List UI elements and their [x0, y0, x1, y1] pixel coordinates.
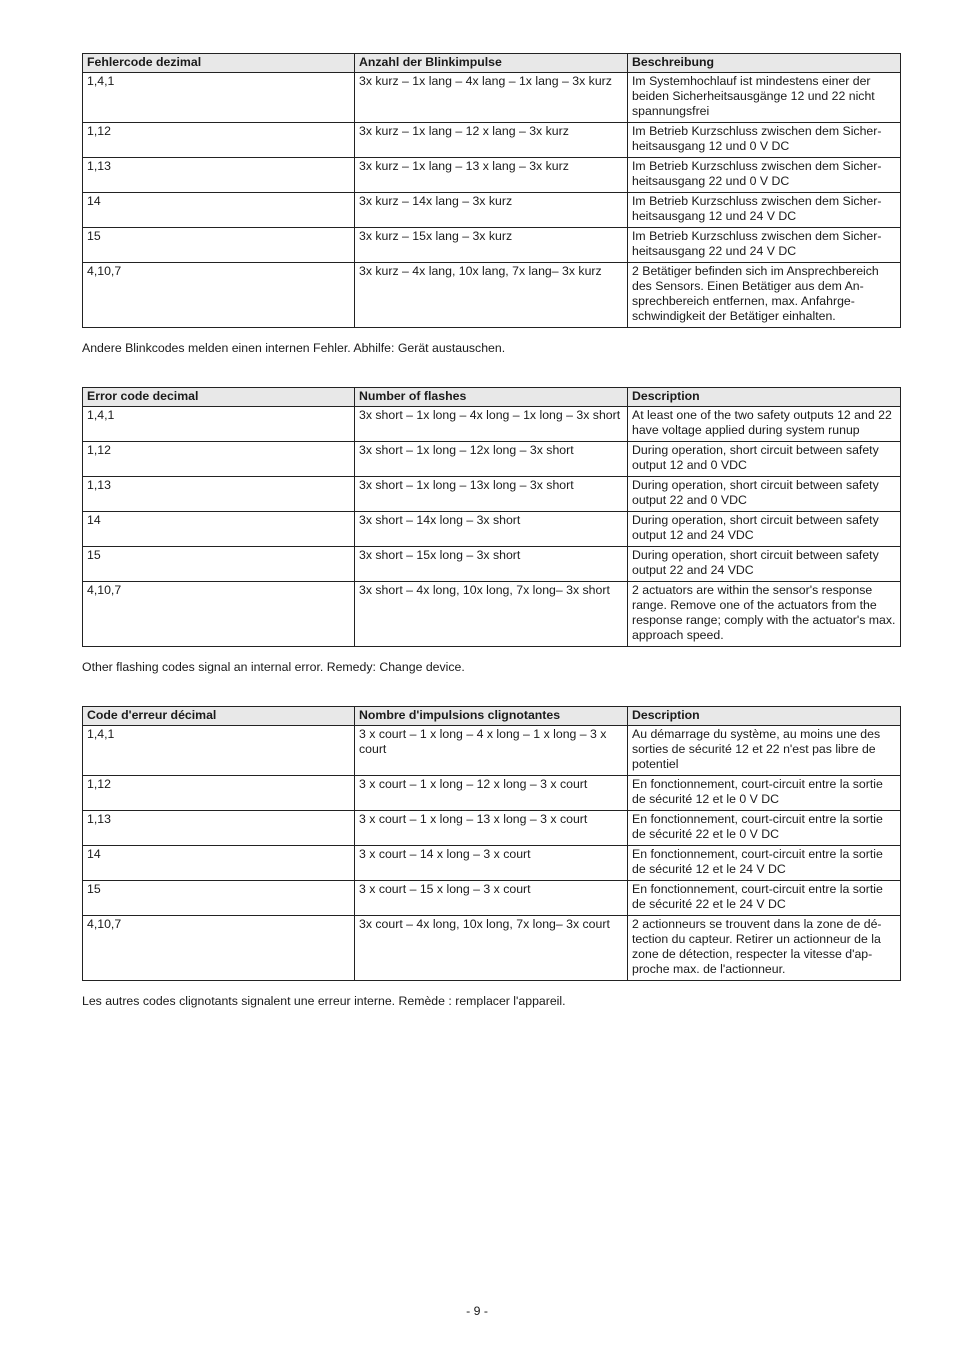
cell-description: Au démarrage du système, au moins une des sorties de sécurité 12 et 22 n'est pas libre de potentiel — [628, 726, 901, 776]
table-row — [83, 512, 901, 547]
table-row — [83, 776, 901, 811]
header-description: Description — [628, 707, 901, 726]
cell-flash-pattern: 3x short – 4x long, 10x long, 7x long– 3x short — [355, 582, 628, 647]
cell-flash-pattern: 3 x court – 1 x long – 4 x long – 1 x long – 3 x court — [355, 726, 628, 776]
cell-flash-pattern: 3x kurz – 14x lang – 3x kurz — [355, 193, 628, 228]
cell-description: En fonctionnement, court-circuit entre la sortie de sécurité 12 et le 24 V DC — [628, 846, 901, 881]
cell-description: En fonctionnement, court-circuit entre la sortie de sécurité 22 et le 0 V DC — [628, 811, 901, 846]
section-note: Other flashing codes signal an internal error. Remedy: Change device. — [82, 660, 465, 674]
cell-description: 2 actionneurs se trouvent dans la zone de dé-tection du capteur. Retirer un actionneur de la zone de détection, respecter la vitesse d'ap-proche max. de l'actionneur. — [628, 916, 901, 981]
table-row — [83, 811, 901, 846]
table-header-row — [83, 707, 901, 726]
header-description: Description — [628, 388, 901, 407]
cell-error-code: 4,10,7 — [83, 263, 355, 328]
cell-flash-pattern: 3x kurz – 1x lang – 12 x lang – 3x kurz — [355, 123, 628, 158]
cell-flash-pattern: 3x short – 1x long – 12x long – 3x short — [355, 442, 628, 477]
table-row — [83, 846, 901, 881]
cell-error-code: 1,12 — [83, 123, 355, 158]
table-row — [83, 442, 901, 477]
table-row — [83, 263, 901, 328]
cell-flash-pattern: 3x short – 14x long – 3x short — [355, 512, 628, 547]
table-row — [83, 726, 901, 776]
table-row — [83, 582, 901, 647]
cell-flash-pattern: 3x short – 1x long – 4x long – 1x long – 3x short — [355, 407, 628, 442]
table-row — [83, 193, 901, 228]
cell-flash-pattern: 3x short – 15x long – 3x short — [355, 547, 628, 582]
page-number: - 9 - — [466, 1304, 488, 1318]
error-code-table-german — [82, 53, 901, 328]
table-row — [83, 228, 901, 263]
document-page — [82, 53, 900, 1040]
cell-error-code: 1,13 — [83, 811, 355, 846]
cell-error-code: 1,13 — [83, 477, 355, 512]
section-english — [82, 387, 900, 675]
error-code-table-english — [82, 387, 901, 647]
cell-error-code: 1,12 — [83, 442, 355, 477]
cell-flash-pattern: 3x court – 4x long, 10x long, 7x long– 3x court — [355, 916, 628, 981]
cell-error-code: 1,4,1 — [83, 73, 355, 123]
table-row — [83, 407, 901, 442]
header-flash-count: Number of flashes — [355, 388, 628, 407]
cell-description: At least one of the two safety outputs 12 and 22 have voltage applied during system runup — [628, 407, 901, 442]
cell-description: Im Betrieb Kurzschluss zwischen dem Sicher-heitsausgang 12 und 0 V DC — [628, 123, 901, 158]
cell-flash-pattern: 3x kurz – 15x lang – 3x kurz — [355, 228, 628, 263]
cell-description: During operation, short circuit between safety output 12 and 24 VDC — [628, 512, 901, 547]
cell-description: 2 Betätiger befinden sich im Ansprechbereich des Sensors. Einen Betätiger aus dem An-sprechbereich entfernen, max. Anfahrge-schwindigkeit der Betätiger einhalten. — [628, 263, 901, 328]
cell-error-code: 1,13 — [83, 158, 355, 193]
cell-flash-pattern: 3x short – 1x long – 13x long – 3x short — [355, 477, 628, 512]
cell-error-code: 14 — [83, 193, 355, 228]
table-header-row — [83, 388, 901, 407]
section-note: Andere Blinkcodes melden einen internen Fehler. Abhilfe: Gerät austauschen. — [82, 341, 506, 355]
cell-description: Im Betrieb Kurzschluss zwischen dem Sicher-heitsausgang 12 und 24 V DC — [628, 193, 901, 228]
cell-flash-pattern: 3x kurz – 1x lang – 4x lang – 1x lang – 3x kurz — [355, 73, 628, 123]
cell-flash-pattern: 3x kurz – 4x lang, 10x lang, 7x lang– 3x kurz — [355, 263, 628, 328]
cell-error-code: 15 — [83, 228, 355, 263]
header-error-code: Code d'erreur décimal — [83, 707, 355, 726]
cell-flash-pattern: 3x kurz – 1x lang – 13 x lang – 3x kurz — [355, 158, 628, 193]
cell-description: En fonctionnement, court-circuit entre la sortie de sécurité 22 et le 24 V DC — [628, 881, 901, 916]
cell-flash-pattern: 3 x court – 1 x long – 12 x long – 3 x court — [355, 776, 628, 811]
error-code-table-french — [82, 706, 901, 981]
cell-flash-pattern: 3 x court – 15 x long – 3 x court — [355, 881, 628, 916]
cell-description: Im Betrieb Kurzschluss zwischen dem Sicher-heitsausgang 22 und 0 V DC — [628, 158, 901, 193]
cell-error-code: 14 — [83, 512, 355, 547]
cell-description: 2 actuators are within the sensor's response range. Remove one of the actuators from the response range; comply with the actuator's max. approach speed. — [628, 582, 901, 647]
table-header-row — [83, 54, 901, 73]
cell-error-code: 1,12 — [83, 776, 355, 811]
table-row — [83, 123, 901, 158]
table-row — [83, 916, 901, 981]
cell-description: During operation, short circuit between safety output 22 and 24 VDC — [628, 547, 901, 582]
table-row — [83, 73, 901, 123]
cell-error-code: 15 — [83, 547, 355, 582]
cell-error-code: 4,10,7 — [83, 916, 355, 981]
cell-error-code: 4,10,7 — [83, 582, 355, 647]
cell-error-code: 15 — [83, 881, 355, 916]
section-german — [82, 53, 900, 356]
cell-description: Im Systemhochlauf ist mindestens einer der beiden Sicherheitsausgänge 12 und 22 nicht spannungsfrei — [628, 73, 901, 123]
table-row — [83, 158, 901, 193]
cell-description: During operation, short circuit between safety output 12 and 0 VDC — [628, 442, 901, 477]
header-flash-count: Nombre d'impulsions clignotantes — [355, 707, 628, 726]
table-row — [83, 477, 901, 512]
section-note: Les autres codes clignotants signalent une erreur interne. Remède : remplacer l'appareil. — [82, 994, 566, 1008]
header-error-code: Fehlercode dezimal — [83, 54, 355, 73]
header-description: Beschreibung — [628, 54, 901, 73]
cell-description: Im Betrieb Kurzschluss zwischen dem Sicher-heitsausgang 22 und 24 V DC — [628, 228, 901, 263]
cell-flash-pattern: 3 x court – 1 x long – 13 x long – 3 x court — [355, 811, 628, 846]
cell-error-code: 1,4,1 — [83, 726, 355, 776]
header-flash-count: Anzahl der Blinkimpulse — [355, 54, 628, 73]
section-french — [82, 706, 900, 1009]
table-row — [83, 547, 901, 582]
table-row — [83, 881, 901, 916]
header-error-code: Error code decimal — [83, 388, 355, 407]
cell-error-code: 14 — [83, 846, 355, 881]
cell-description: En fonctionnement, court-circuit entre la sortie de sécurité 12 et le 0 V DC — [628, 776, 901, 811]
cell-error-code: 1,4,1 — [83, 407, 355, 442]
cell-description: During operation, short circuit between safety output 22 and 0 VDC — [628, 477, 901, 512]
cell-flash-pattern: 3 x court – 14 x long – 3 x court — [355, 846, 628, 881]
